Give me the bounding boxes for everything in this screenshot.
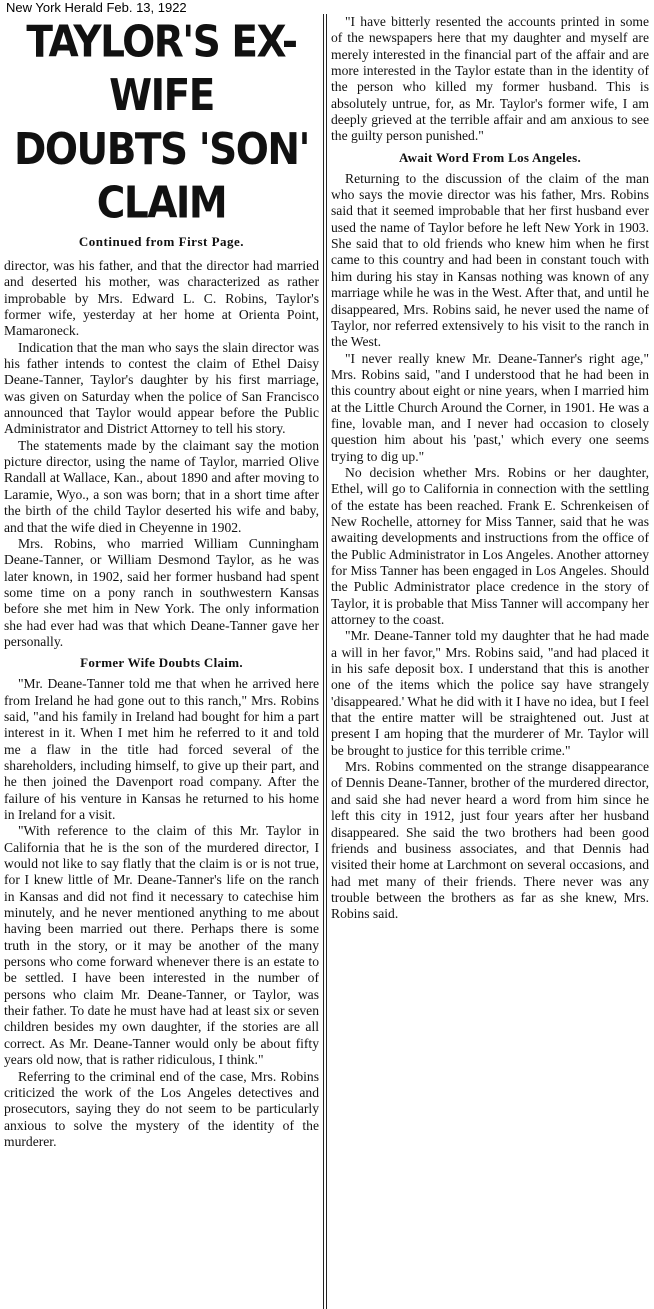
paragraph: Returning to the discussion of the claim of the man who says the movie director was his father, Mrs. Robins said that it seemed improbable that her first husband ever used the name of Taylor before he left New York in 1903. She said that to old friends who knew him when he first came to this country and had been in constant touch with him during his stay in Kansas nothing was known of any marriage while he was in the West. After that, and until he disappeared, Mrs. Robins said, he never used the name of Taylor, nor referred extensively to his visit to the ranch in the West.: [331, 170, 649, 350]
subheading: Former Wife Doubts Claim.: [80, 655, 243, 671]
paragraph: Mrs. Robins commented on the strange disappearance of Dennis Deane-Tanner, brother of the murdered director, and said she had never heard a word from him since he left this city in 1912, just four years after her husband disappeared. She said the two brothers had been good friends and business associates, and that Dennis had visited their home at Larchmont on several occasions, and had met many of their friends. There never was any trouble between the brothers as far as she knew, Mrs. Robins said.: [331, 759, 649, 922]
paragraph: "I never really knew Mr. Deane-Tanner's right age," Mrs. Robins said, "and I understood that he had been in this country about eight or nine years, when I married him at the Little Church Around the Corner, in 1901. He was a fine, lovable man, and I never had occasion to closely question him about his 'past,' which every one seems trying to dig up.": [331, 350, 649, 464]
paragraph: director, was his father, and that the director had married and deserted his mother, was characterized as rather improbable by Mrs. Edward L. C. Robins, Taylor's former wife, yesterday at her home at Orienta Point, Mamaroneck.: [4, 258, 319, 339]
paragraph: "With reference to the claim of this Mr. Taylor in California that he is the son of the murdered director, I would not like to say flatly that the claim is or is not true, for I knew little of Mr. Deane-Tanner's life on the ranch in Kansas and did not find it necessary to catechise him minutely, and he never mentioned anything to me about having been married out there. Perhaps there is some truth in the story, or it may be another of the many persons who come forward whenever there is an estate to be settled. I have been interested in the number of persons who claim Mr. Deane-Tanner, or Taylor, was their father. To date he must have had at least six or seven children besides my own daughter, if the stories are all correct. As Mr. Deane-Tanner would only be about fifty years old now, that is rather ridiculous, I think.": [4, 823, 319, 1068]
paragraph: Indication that the man who says the slain director was his father intends to contest the claim of Ethel Daisy Deane-Tanner, Taylor's daughter by his first marriage, was given on Saturday when the police of San Francisco announced that Taylor would appear before the Public Administrator and District Attorney to tell his story.: [4, 339, 319, 437]
subheading: Await Word From Los Angeles.: [398, 149, 582, 165]
source-label: New York Herald Feb. 13, 1922: [6, 0, 187, 15]
column-rule: [326, 14, 327, 1309]
paragraph: "Mr. Deane-Tanner told me that when he arrived here from Ireland he had gone out to this ranch," Mrs. Robins said, "and his family in Ireland had bought for him a part interest in it. When I met him he referred to it and told me a flaw in the title had forced several of the shareholders, including himself, to give up their part, and he then joined the Davenport road company. After the failure of his venture in Kansas he returned to his home in Ireland for a visit.: [4, 676, 319, 822]
paragraph: The statements made by the claimant say the motion picture director, using the name of Taylor, married Olive Randall at Wallace, Kan., about 1890 and after moving to Laramie, Wyo., a son was born; that in a short time after the birth of the child Taylor deserted his wife and baby, and that the wife died in Cheyenne in 1902.: [4, 437, 319, 535]
article-column-right: [331, 14, 649, 1305]
column-rule: [323, 14, 324, 1309]
paragraph: Referring to the criminal end of the case, Mrs. Robins criticized the work of the Los Angeles detectives and prosecutors, saying they do not seem to be particularly anxious to solve the mystery of the identity of the murderer.: [4, 1068, 319, 1149]
headline-line-2: DOUBTS 'SON' CLAIM: [14, 124, 309, 229]
paragraph: "Mr. Deane-Tanner told my daughter that he had made a will in her favor," Mrs. Robins said, "and had placed it in his safe deposit box. I understand that this is another one of the items which the police say have strangely 'disappeared.' What he did with it I have no idea, but I feel that the entire matter will be straightened out. Just at present I am hoping that the murderer of Mr. Taylor will be brought to justice for this terrible crime.": [331, 628, 649, 758]
paragraph: No decision whether Mrs. Robins or her daughter, Ethel, will go to California in connection with the settling of the estate has been reached. Frank E. Schrenkeisen of New Rochelle, attorney for Miss Tanner, said that he was awaiting developments and instructions from the office of the Public Administrator in Los Angeles. Another attorney for Miss Tanner has been engaged in Los Angeles. Should the Public Administrator place credence in the story of Taylor, it is probable that Miss Tanner will accompany her attorney to the coast.: [331, 464, 649, 628]
headline: [4, 16, 319, 231]
paragraph: Mrs. Robins, who married William Cunningham Deane-Tanner, or William Desmond Taylor, as he was later known, in 1902, said her former husband had spent some time on a pony ranch in southwestern Kansas before she met him in New York. The only information she had ever had was that which Deane-Tanner gave her personally.: [4, 535, 319, 649]
headline-line-1: TAYLOR'S EX-WIFE: [26, 17, 297, 122]
article-column-left: [4, 14, 319, 1305]
continued-note: Continued from First Page.: [78, 234, 245, 249]
paragraph: "I have bitterly resented the accounts printed in some of the newspapers here that my daughter and myself are merely interested in the financial part of the affair and are more interested in the Taylor estate than in the identity of the person who killed my former husband. This is absolutely untrue, for, as Mr. Taylor's former wife, I am deeply grieved at the terrible affair and am anxious to see the guilty person punished.": [331, 14, 649, 144]
